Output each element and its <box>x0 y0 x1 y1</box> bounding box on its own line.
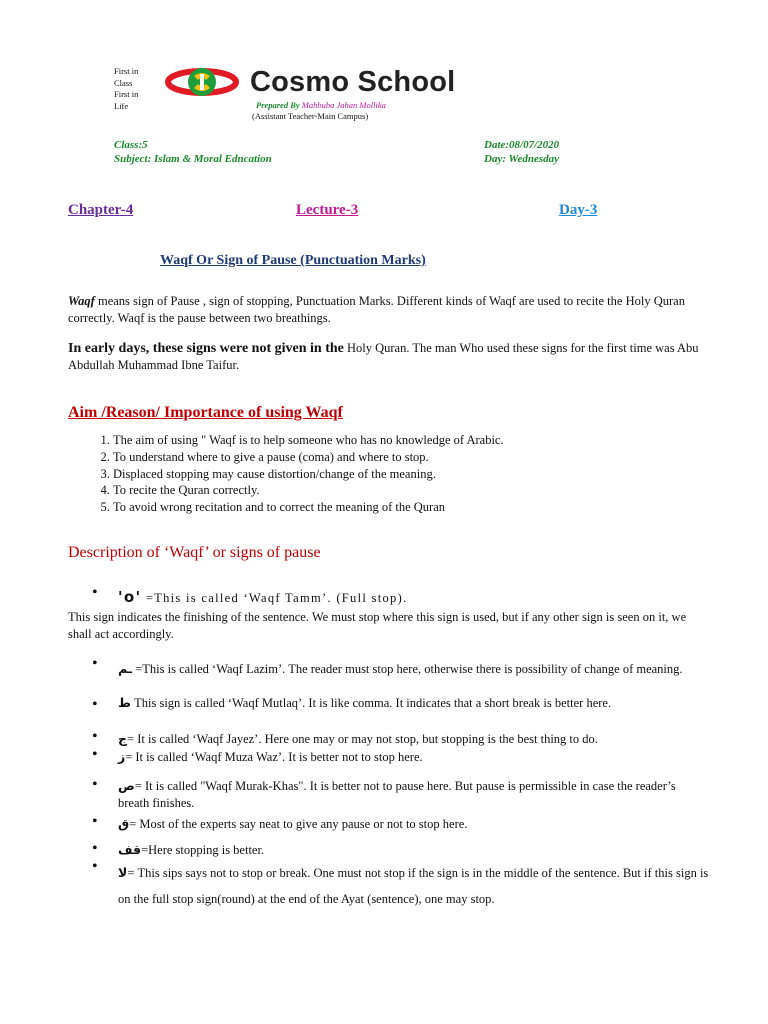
sign-text: = It is called "Waqf Murak-Khas". It is better not to pause here. But pause is permissible in case the reader’s breath finishes. <box>118 779 676 810</box>
sign-item <box>118 841 710 859</box>
sign-item <box>118 777 710 812</box>
school-motto <box>114 66 138 112</box>
bullet: • <box>92 813 98 830</box>
sign-item <box>118 748 710 766</box>
bullet: • <box>92 584 98 601</box>
teacher-name: Mahbuba Jahan Mollika <box>301 100 386 110</box>
list-item: 1. The aim of using " Waqf is to help someone who has no knowledge of Arabic. <box>113 432 504 449</box>
cosmo-school-logo-icon <box>164 62 240 102</box>
early-days-paragraph <box>68 340 708 374</box>
bullet: • <box>92 728 98 745</box>
sign-symbol: ص <box>118 778 135 793</box>
sign-text: = Most of the experts say neat to give any pause or not to stop here. <box>129 817 468 831</box>
date-label: Date:08/07/2020 <box>484 139 560 151</box>
list-item: 3. Displaced stopping may cause distortion/change of the meaning. <box>113 466 504 483</box>
teacher-role: (Assistant Teacher-Main Campus) <box>252 111 369 121</box>
subject-label: Subject: Islam & Moral Edncation <box>114 153 272 165</box>
chapter-heading: Chapter-4 <box>68 202 134 218</box>
bullet: • <box>92 696 98 713</box>
sign-symbol: ز <box>118 749 126 764</box>
list-item: 2. To understand where to give a pause (coma) and where to stop. <box>113 449 504 466</box>
sign-text: = It is called ‘Waqf Muza Waz’. It is better not to stop here. <box>125 750 423 764</box>
list-item: 5. To avoid wrong recitation and to correct the meaning of the Quran <box>113 499 504 516</box>
sign-item <box>118 659 710 679</box>
bullet: • <box>92 840 98 857</box>
class-label: Class:5 <box>114 139 148 151</box>
sign-item <box>118 694 710 712</box>
sign-text: =This is called ‘Waqf Tamm’. (Full stop). <box>141 591 408 605</box>
motto-line: Class <box>114 77 133 88</box>
sign-item <box>118 815 710 833</box>
waqf-tamm-item <box>118 589 710 607</box>
lecture-heading: Lecture-3 <box>296 202 359 218</box>
motto-line: First in <box>114 89 139 99</box>
sign-text: This sign is called ‘Waqf Mutlaq’. It is like comma. It indicates that a short break is better here. <box>130 696 612 710</box>
list-item: 4. To recite the Quran correctly. <box>113 482 504 499</box>
sign-symbol: ج <box>118 731 128 746</box>
sign-symbol: ط <box>118 695 131 710</box>
bullet: • <box>92 858 98 875</box>
school-name: Cosmo School <box>250 66 456 98</box>
prepared-by <box>256 100 386 110</box>
day-heading: Day-3 <box>559 202 598 218</box>
sign-item <box>118 860 710 912</box>
description-heading: Description of ‘Waqf’ or signs of pause <box>68 544 321 561</box>
early-days-text: Holy Quran. The man Who used these signs for the first time was Abu Abdullah Muhammad Ibne Taifur. <box>68 341 699 372</box>
sign-symbol: لا <box>118 865 128 880</box>
sign-text: =Here stopping is better. <box>141 843 265 857</box>
bullet: • <box>92 776 98 793</box>
sign-symbol: ق <box>118 816 130 831</box>
aim-heading: Aim /Reason/ Importance of using Waqf <box>68 404 343 421</box>
waqf-term: Waqf <box>68 294 95 308</box>
day-label: Day: Wednesday <box>484 153 560 165</box>
sign-symbol: 'o' <box>118 588 142 606</box>
waqf-tamm-note: This sign indicates the finishing of the sentence. We must stop where this sign is used, but if any other sign is seen on it, we shall act accordingly. <box>68 610 687 641</box>
intro-text: means sign of Pause , sign of stopping, Punctuation Marks. Different kinds of Waqf are used to recite the Holy Quran correctly. Waqf is the pause between two breathings. <box>68 294 685 325</box>
sign-text: = This sips says not to stop or break. One must not stop if the sign is in the middle of the sentence. But if this sign is on the full stop sign(round) at the end of the Ayat (sentence), one may stop. <box>118 866 709 906</box>
page-title: Waqf Or Sign of Pause (Punctuation Marks) <box>160 253 426 268</box>
motto-line: First in <box>114 66 139 76</box>
sign-item <box>118 730 710 748</box>
bullet: • <box>92 655 98 672</box>
bullet: • <box>92 746 98 763</box>
early-days-bold: In early days, these signs were not given in the <box>68 341 344 356</box>
motto-line: Life <box>114 100 129 111</box>
prepared-label: Prepared By <box>256 100 300 110</box>
intro-paragraph <box>68 293 708 327</box>
sign-symbol: قف <box>118 842 142 857</box>
aim-list <box>68 432 504 516</box>
sign-text: =This is called ‘Waqf Lazim’. The reader must stop here, otherwise there is possibility of change of meaning. <box>132 662 683 676</box>
sign-text: = It is called ‘Waqf Jayez’. Here one may or may not stop, but stopping is the best thing to do. <box>127 732 598 746</box>
sign-symbol: ـم <box>118 661 133 676</box>
